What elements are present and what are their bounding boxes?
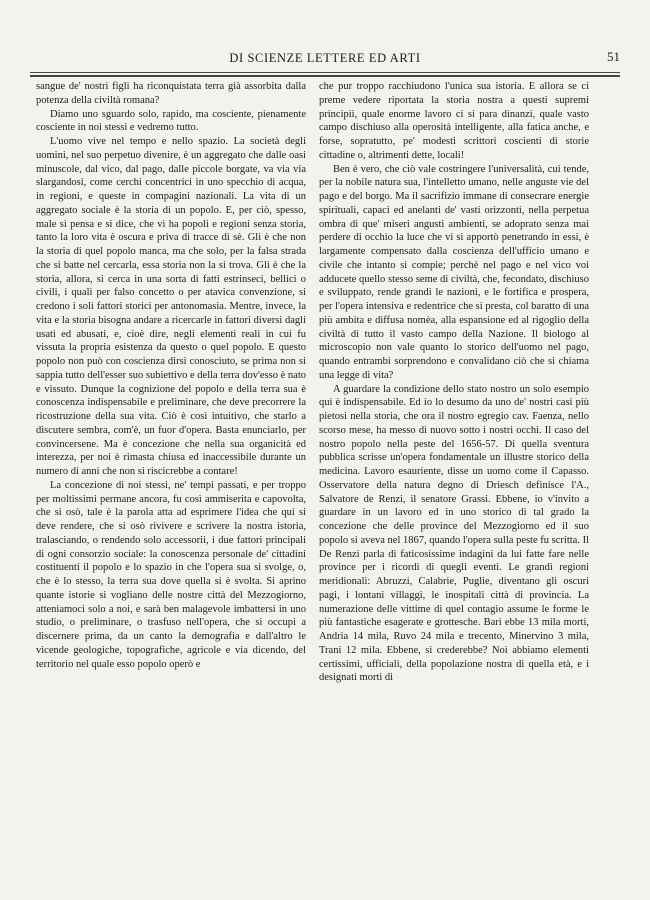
paragraph: Diamo uno sguardo solo, rapido, ma cosciente, pienamente cosciente in noi stessi e vedremo tutto. xyxy=(36,108,306,134)
right-column xyxy=(319,80,589,685)
left-column xyxy=(36,80,306,671)
page-header xyxy=(30,48,620,68)
page-number: 51 xyxy=(607,49,620,64)
paragraph: A guardare la condizione dello stato nostro un solo esempio qui è indispensabile. Ed io lo desumo da uno de' nostri casi più pietosi nella storia, che ora il nostro egregio cav. Faenza, nello scorso mese, ha messo di nuovo sotto i nostri occhi. Il caso del nostro popolo nella peste del 1656-57. Di quella sventura pubblica scrisse un'opera fondamentale un illustre storico della medicina. Lavoro esauriente, disse un uomo come il Capasso. Osservatore della natura degno di Driesch definisce l'A., Salvatore de Renzi, il senatore Grassi. Ebbene, io v'invito a guardare in un lavoro ed in uno storico di tal grado la concezione che delle province del Mezzogiorno ed il suo popolo si aveva nel 1867, quando l'opera sulla peste fu scritta. Il De Renzi parla di faticosissime indagini da lui fatte fare nelle province per i ricordi di quegli eventi. Le grandi regioni meridionali: Abruzzi, Calabrie, Puglie, diventano gli oscuri pagi, i lontani villaggi, le inospitali città di provincia. La numerazione delle vittime di quel contagio assume le forme le più fantastiche esagerate e grottesche. Bari ebbe 13 mila morti, Andria 14 mila, Ruvo 24 mila e trecento, Minervino 3 mila, Trani 12 mila. Ebbene, si crederebbe? Noi abbiamo elementi certissimi, ufficiali, della popolazione nostra di quella età, e i designati morti di xyxy=(319,383,589,684)
paragraph: La concezione di noi stessi, ne' tempi passati, e per troppo per moltissimi permane ancora, fu così ammiserita e capovolta, che si osò, tale è la parola atta ad esprimere l'idea che qui si deve rendere, che si osò rivivere e scrivere la nostra istoria, tralasciando, o rendendo solo accessorii, i due fattori principali di ogni consorzio sociale: la conoscenza personale de' cittadini costituenti il popolo e lo spazio in che l'opera sua si svolge, o, che è lo stesso, la terra sua dove quella si è svolta. Si aprino quante istorie si vogliano delle nostre città del Mezzogiorno, atteniamoci solo a noi, e sarà ben malagevole imbattersi in uno studio, o preliminare, o trasfuso nell'opera, che si occupi a discernere prima, da un canto la demografia e dall'altro le vicende geologiche, topografiche, agricole e via dicendo, del territorio nel quale esso popolo operò e xyxy=(36,479,306,670)
running-title: DI SCIENZE LETTERE ED ARTI xyxy=(229,50,421,65)
paragraph: che pur troppo racchiudono l'unica sua istoria. E allora se ci preme vedere riportata la storia nostra a questi supremi principii, quale enorme lavoro ci si para dinanzi, quale vasto campo dischiuso alla operosità intelligente, alla fatica anche, e forse, sopratutto, pe' modesti scrittori coscienti di storie cittadine o, altrimenti dette, locali! xyxy=(319,81,589,161)
paragraph: L'uomo vive nel tempo e nello spazio. La società degli uomini, nel suo perpetuo divenire, è un aggregato che dalle oasi minuscole, dal vico, dal pago, dalle piccole borgate, va via via slargandosi, come cerchi concentrici in uno specchio di acqua, in regioni, e queste in compagini nazionali. La vita di un aggregato sociale è la storia di un popolo. E, per ciò, spesso, male si pensa e si dice, che vi ha popoli e regioni senza storia, tanto la loro vita è oscura e priva di tracce di sè. Gli è che non la storia di quel popolo manca, ma che solo, per la falsa strada che si batte nel cercarla, essa storia non la si trova. Gli è che la storia, allora, si cerca in una sorta di fatti estrinseci, bellici o civili, i quali per falso concetto o per atavica convenzione, si credono i soli fattori storici per antonomasia. Mentre, invece, la vita e la storia bisogna andare a ricercarle in fattori diversi dagli usati ed abusati, e, cioè dire, negli elementi reali in cui fu vissuta la propria esistenza da questo o quel popolo. E questo popolo non può con coscienza dirsi conosciuto, se prima non si sappia tutto dell'esser suo subiettivo e della terra dov'esso è nato e vissuto. Dunque la cognizione del popolo e della terra sua è conoscenza indispensabile e preliminare, che deve precorrere la ricostruzione della sua vita. Ciò è così intuitivo, che starlo a discutere sembra, com'è, un fuor d'opera. Basta enunciarlo, per convincersene. Ma è concezione che nella sua organicità ed interezza, per noi è rimasta chiusa ed inaccessibile durante un numero di anni che non si riscicrebbe a contare! xyxy=(36,136,306,477)
header-rule-thin xyxy=(30,72,620,73)
paragraph: sangue de' nostri figli ha riconquistata terra già assorbita dalla potenza della civiltà romana? xyxy=(36,81,306,106)
paragraph: Ben è vero, che ciò vale costringere l'universalità, cui tende, per la nobile natura sua, l'intelletto umano, nelle anguste vie del pago e del borgo. Ma il sacrifizio immane di consecrare energie spirituali, capaci ed anelanti de' vasti orizzonti, nella perpetua ombra di que' miseri angusti ambienti, se adoprato senza mai perdere di occhio la luce che vi si apportò penetrando in essi, è largamente compensato dalla coscienza dell'ufficio umano e civile che intanto si compie; perchè nel pago e nel vico voi adducete quello stesso seme di civiltà, che, fecondato, dischiuso e sviluppato, rende grandi le nazioni, e le fortifica e prospera, per l'opera intensiva e redentrice che si presta, col baratto di una più ambita e diffusa nomèa, alla espansione ed al rigoglio della civiltà di tutto il vasto campo della Nazione. Il biologo al microscopio non vale quanto lo storico dell'uomo nel pago, quando entrambi sorprendono e convalidano ciò che si chiama una legge di vita? xyxy=(319,163,589,381)
header-rule-thick xyxy=(30,75,620,77)
